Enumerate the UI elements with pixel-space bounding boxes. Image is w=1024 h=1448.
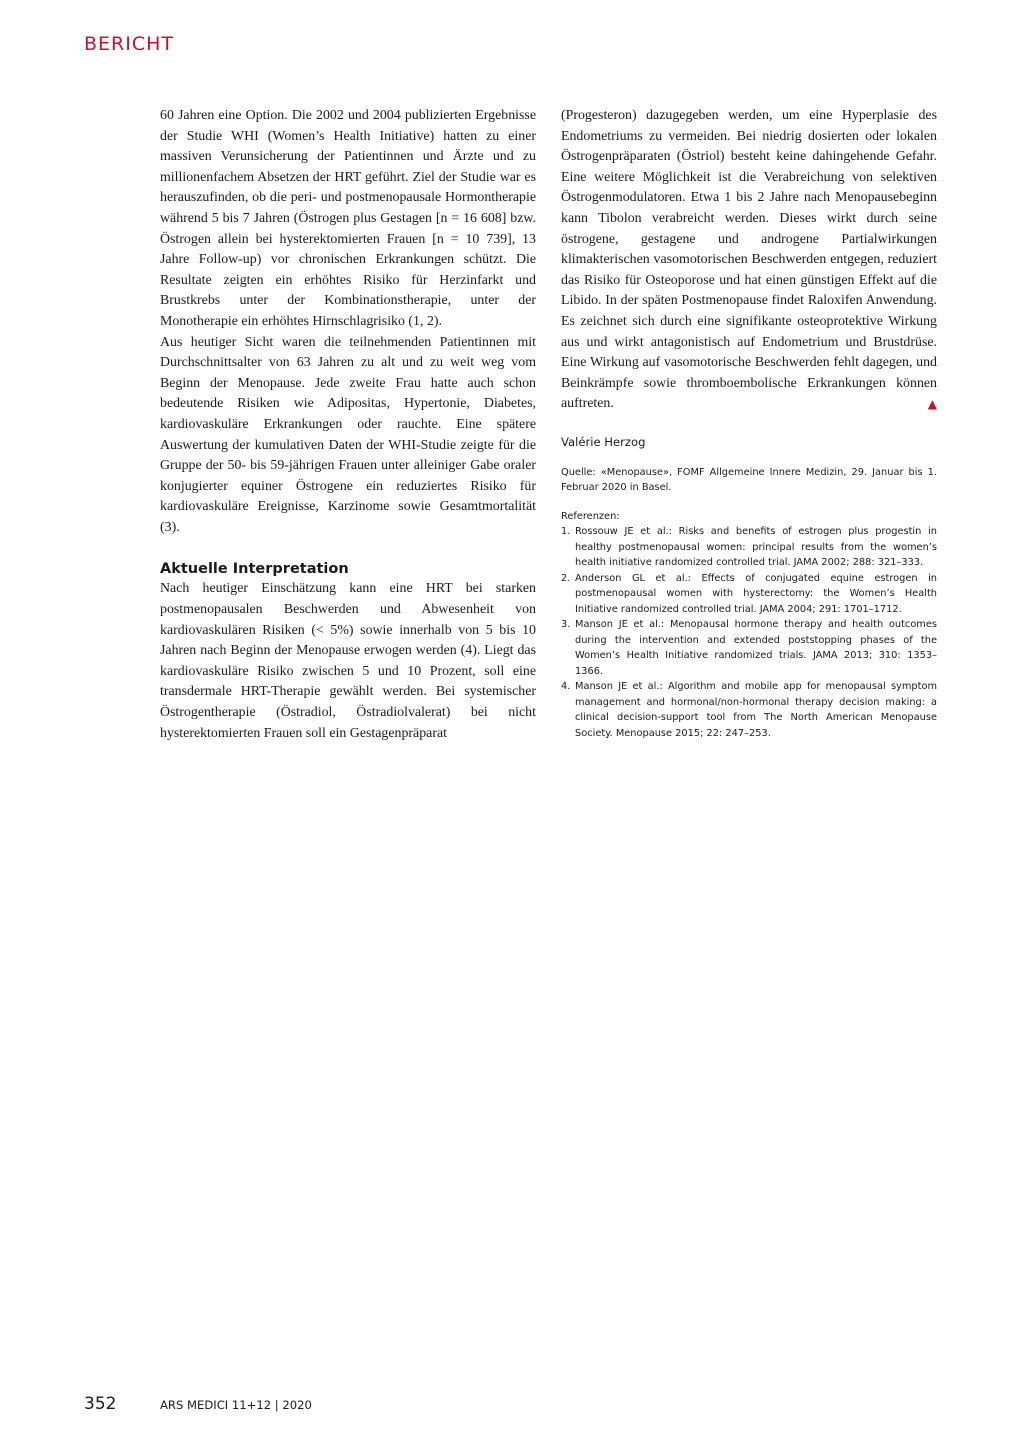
reference-text: Rossouw JE et al.: Risks and benefits of estrogen plus progestin in healthy postmenopausal women: principal results from the women’s health initiative randomized controlled trial. JAMA 2002; 288: 321–333.: [575, 526, 937, 569]
reference-number: 3.: [561, 619, 571, 631]
body-paragraph: Nach heutiger Einschätzung kann eine HRT bei starken postmenopausalen Beschwerden und Abwesenheit von kardiovaskulären Risiken (< 5%) sowie innerhalb von 5 bis 10 Jahren nach Beginn der Menopause erwogen werden (4). Liegt das kardiovaskuläre Risiko zwischen 5 und 10 Prozent, soll eine transdermale HRT-Therapie gewählt werden. Bei systemischer Östrogentherapie (Östradiol, Östradiolvalerat) bei nicht hysterektomierten Frauen soll ein Gestagenpräparat: [160, 581, 536, 741]
page-number: 352: [84, 1394, 117, 1414]
section-label: BERICHT: [84, 33, 175, 55]
reference-text: Manson JE et al.: Menopausal hormone therapy and health outcomes during the intervention and extended poststopping phases of the Women’s Health Initiative randomized trials. JAMA 2013; 310: 1353–1366.: [575, 619, 937, 677]
body-paragraph: 60 Jahren eine Option. Die 2002 und 2004 publizierten Ergebnisse der Studie WHI (Women’s Health Initiative) hatten zu einer massiven Verunsicherung der Patientinnen und Ärzte und zu millionenfachem Absetzen der HRT geführt. Ziel der Studie war es herauszufinden, ob die peri- und postmenopausale Hormontherapie während 5 bis 7 Jahren (Östrogen plus Gestagen [n = 16 608] bzw. Östrogen allein bei hysterektomierten Frauen [n = 10 739], 13 Jahre Follow-up) vor chronischen Erkrankungen schützt. Die Resultate zeigten ein erhöhtes Risiko für Herzinfarkt und Brustkrebs unter der Kombinationstherapie, unter der Monotherapie ein erhöhtes Hirnschlagrisiko (1, 2).: [160, 108, 536, 329]
body-paragraph: [561, 106, 937, 415]
references-list: [561, 524, 937, 741]
references-title: Referenzen:: [561, 510, 620, 522]
source-note: Quelle: «Menopause», FOMF Allgemeine Innere Medizin, 29. Januar bis 1. Februar 2020 in Basel.: [561, 466, 937, 494]
body-paragraph: Aus heutiger Sicht waren die teilnehmenden Patientinnen mit Durchschnittsalter von 63 Jahren zu alt und zu weit weg vom Beginn der Menopause. Jede zweite Frau hatte auch schon bedeutende Risiken wie Adipositas, Hypertonie, Diabetes, kardiovaskuläre Erkrankungen oder rauchte. Eine spätere Auswertung der kumulativen Daten der WHI-Studie zeigte für die Gruppe der 50- bis 59-jährigen Frauen unter alleiniger Gabe oraler konjugierter equiner Östrogene ein reduziertes Risiko für kardiovaskuläre Ereignisse, Karzinome sowie Gesamtmortalität (3).: [160, 334, 536, 535]
reference-item: [561, 679, 937, 741]
reference-item: [561, 617, 937, 679]
reference-text: Anderson GL et al.: Effects of conjugated equine estrogen in postmenopausal women with hysterectomy: the Women’s Health Initiative randomized controlled trial. JAMA 2004; 291: 1701–1712.: [575, 572, 937, 615]
reference-item: [561, 571, 937, 618]
reference-text: Manson JE et al.: Algorithm and mobile app for menopausal symptom management and hormonal/non-hormonal therapy decision making: a clinical decision-support tool from The North American Menopause Society. Menopause 2015; 22: 247–253.: [575, 681, 937, 739]
left-column: [160, 106, 536, 744]
paragraph-text: (Progesteron) dazugegeben werden, um eine Hyperplasie des Endometriums zu vermeiden. Bei niedrig dosierten oder lokalen Östrogenpräparaten (Östriol) besteht keine dahingehende Gefahr. Eine weitere Möglichkeit ist die Verabreichung von selektiven Östrogenmodulatoren. Etwa 1 bis 2 Jahre nach Menopausebeginn kann Tibolon verabreicht werden. Dieses wirkt durch seine östrogene, gestagene und androgene Partialwirkungen klimakterischen vasomotorischen Beschwerden entgegen, reduziert das Risiko für Osteoporose und hat einen günstigen Effekt auf die Libido. In der späten Postmenopause findet Raloxifen Anwendung. Es zeichnet sich durch eine signifikante osteoprotektive Wirkung aus und wirkt antagonistisch auf Endometrium und Brustdrüse. Eine Wirkung auf vasomotorische Beschwerden fehlt dagegen, und Beinkrämpfe sowie thromboembolische Erkrankungen können auftreten.: [561, 108, 937, 412]
reference-number: 4.: [561, 681, 571, 693]
reference-item: [561, 524, 937, 571]
journal-issue: ARS MEDICI 11+12 | 2020: [160, 1398, 312, 1412]
author-name: Valérie Herzog: [561, 434, 646, 449]
section-heading: Aktuelle Interpretation: [160, 561, 349, 578]
right-column: [561, 106, 937, 741]
reference-number: 1.: [561, 526, 571, 538]
article-end-triangle-icon: ▲: [927, 397, 937, 412]
reference-number: 2.: [561, 572, 571, 584]
